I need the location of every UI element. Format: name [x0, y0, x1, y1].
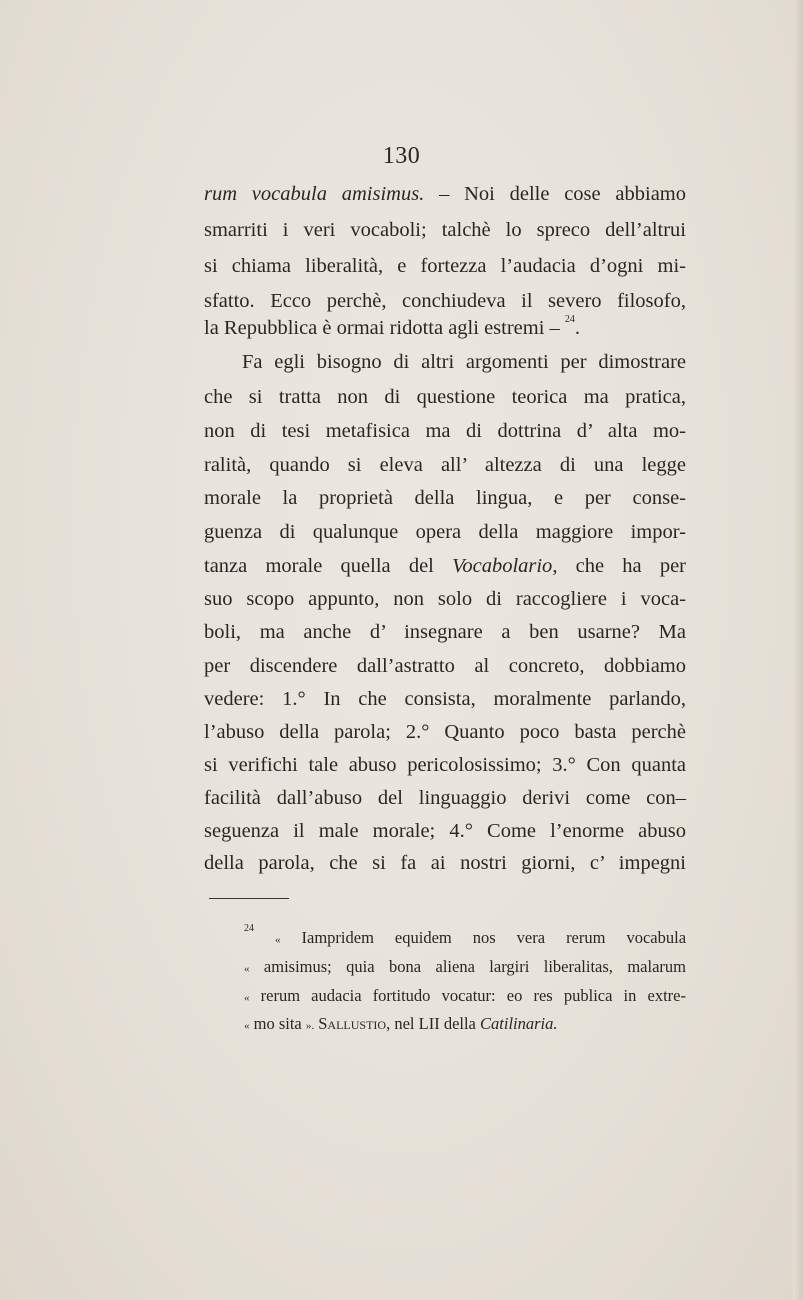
footnote-line-1: $^{24}$ « Iampridem equidem nos vera rerum vocabula	[244, 923, 687, 947]
footnote-line-4: « mo sita ». Sallustio, nel LII della Catilinaria.	[244, 1014, 558, 1033]
footnote-line-3: « rerum audacia fortitudo vocatur: eo res publica in extre-	[244, 986, 686, 1005]
text-line-21: della parola, che si fa ai nostri giorni, c’ impegni	[204, 852, 686, 874]
page-edge	[793, 0, 803, 1300]
text-line-7: che si tratta non di questione teorica ma pratica,	[204, 386, 686, 408]
text-line-13: suo scopo appunto, non solo di raccogliere i voca-	[204, 588, 686, 610]
work-title-italic: Catilinaria.	[480, 1014, 558, 1033]
text-line-5: la Repubblica è ormai ridotta agli estremi – $^{24}$.	[204, 314, 581, 339]
author-name: Sallustio	[318, 1014, 387, 1033]
text-line-1: rum vocabula amisimus. – Noi delle cose abbiamo	[204, 183, 686, 205]
text-line-14: boli, ma anche d’ insegnare a ben usarne? Ma	[204, 621, 686, 643]
latin-quote-italic: rum vocabula amisimus.	[204, 183, 425, 205]
text-line-6: Fa egli bisogno di altri argomenti per dimostrare	[242, 351, 686, 373]
footnote-marker: 24	[244, 923, 254, 934]
footnote-line-2: « amisimus; quia bona aliena largiri liberalitas, malarum	[244, 957, 686, 976]
text-line-2: smarriti i veri vocaboli; talchè lo spreco dell’altrui	[204, 219, 686, 241]
text-line-4: sfatto. Ecco perchè, conchiudeva il severo filosofo,	[204, 290, 686, 312]
text-line-11: guenza di qualunque opera della maggiore impor-	[204, 521, 686, 543]
text-line-3: si chiama liberalità, e fortezza l’audacia d’ogni mi-	[204, 255, 686, 277]
text-line-17: l’abuso della parola; 2.° Quanto poco basta perchè	[204, 721, 686, 743]
page-number: 130	[382, 143, 421, 169]
text-line-15: per discendere dall’astratto al concreto, dobbiamo	[204, 655, 686, 677]
text-line-19: facilità dall’abuso del linguaggio derivi come con–	[204, 787, 686, 809]
text-line-8: non di tesi metafisica ma di dottrina d’ alta mo-	[204, 420, 686, 442]
text-line-20: seguenza il male morale; 4.° Come l’enorme abuso	[204, 820, 686, 842]
text-line-12: tanza morale quella del Vocabolario, che ha per	[204, 555, 686, 577]
footnote-reference: 24	[564, 314, 575, 325]
text-line-10: morale la proprietà della lingua, e per conse-	[204, 487, 686, 509]
text-line-9: ralità, quando si eleva all’ altezza di una legge	[204, 454, 686, 476]
text-line-18: si verifichi tale abuso pericolosissimo; 3.° Con quanta	[204, 754, 686, 776]
vocabolario-italic: Vocabolario	[452, 555, 553, 577]
footnote-separator	[209, 898, 289, 899]
text-line-16: vedere: 1.° In che consista, moralmente parlando,	[204, 688, 686, 710]
